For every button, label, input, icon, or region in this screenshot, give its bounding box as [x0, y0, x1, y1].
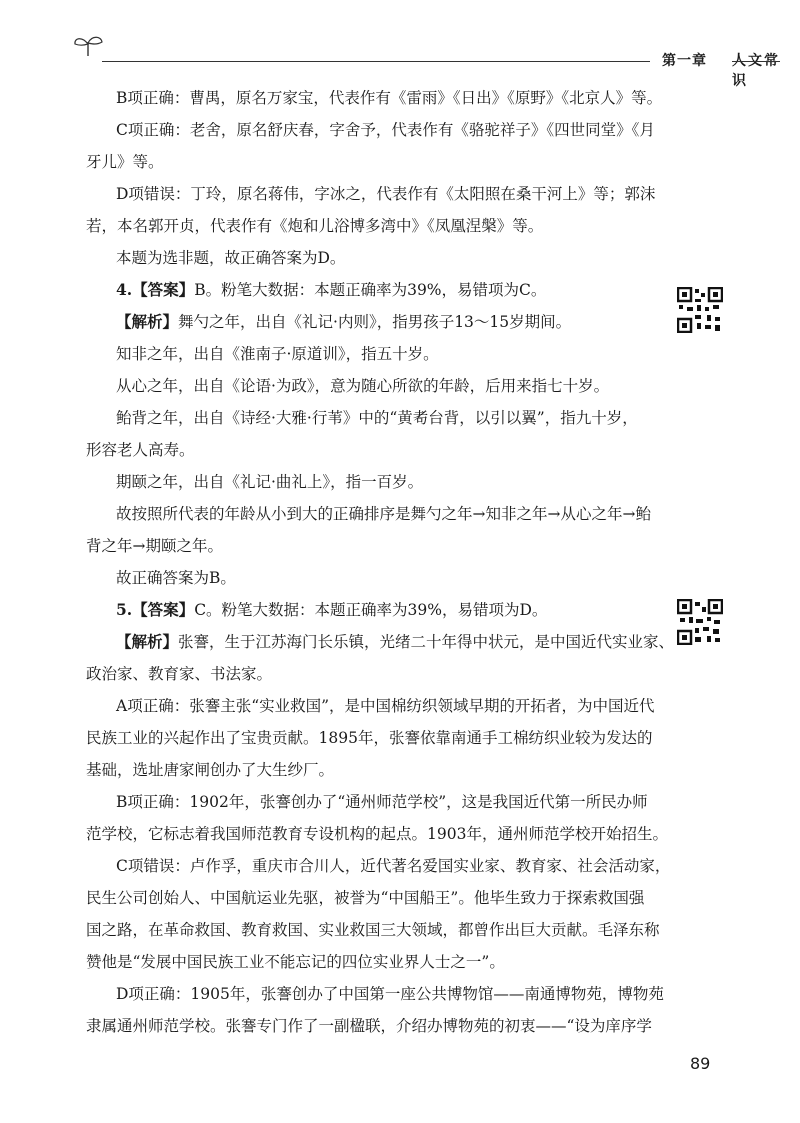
line-text: 隶属通州师范学校。张謇专门作了一副楹联，介绍办博物苑的初衷——“设为庠序学 — [86, 1017, 652, 1035]
text-line — [86, 498, 664, 530]
line-text: D项错误：丁玲，原名蒋伟，字冰之，代表作有《太阳照在桑干河上》等；郭沫 — [116, 185, 656, 203]
line-text: 本题为选非题，故正确答案为D。 — [116, 249, 346, 267]
answer-tag: 【解析】 — [116, 632, 179, 651]
header-rule-right — [732, 61, 780, 62]
line-text: 期颐之年，出自《礼记·曲礼上》，指一百岁。 — [116, 473, 424, 491]
chapter-label: 第一章 — [662, 53, 707, 69]
text-line — [86, 114, 664, 146]
text-line — [86, 914, 664, 946]
text-line — [86, 978, 664, 1010]
text-line — [86, 306, 664, 338]
answer-tag: 【解析】 — [116, 312, 179, 331]
text-line — [86, 786, 664, 818]
line-text: 从心之年，出自《论语·为政》，意为随心所欲的年龄，后用来指七十岁。 — [116, 377, 610, 395]
text-line — [86, 274, 664, 306]
line-text: 牙儿》等。 — [86, 153, 164, 171]
line-text: 基础，选址唐家闸创办了大生纱厂。 — [86, 761, 335, 779]
page-number: 89 — [690, 1054, 711, 1073]
line-text: A项正确：张謇主张“实业救国”，是中国棉纺织领域早期的开拓者，为中国近代 — [116, 697, 655, 715]
text-line — [86, 882, 664, 914]
text-line — [86, 338, 664, 370]
line-text: B项正确：1902年，张謇创办了“通州师范学校”，这是我国近代第一所民办师 — [116, 793, 648, 811]
line-text: 知非之年，出自《淮南子·原道训》，指五十岁。 — [116, 345, 439, 363]
line-text: 形容老人高寿。 — [86, 441, 195, 459]
line-text: B。粉笔大数据：本题正确率为39%，易错项为C。 — [194, 281, 547, 299]
answer-tag: 5.【答案】 — [116, 600, 195, 619]
text-line — [86, 754, 664, 786]
line-text: 若，本名郭开贞，代表作有《炮和儿浴博多湾中》《凤凰涅槃》等。 — [86, 217, 544, 235]
line-text: 张謇，生于江苏海门长乐镇，光绪二十年得中状元，是中国近代实业家、 — [178, 633, 675, 651]
text-line — [86, 178, 664, 210]
line-text: 故正确答案为B。 — [116, 569, 236, 587]
line-text: 民族工业的兴起作出了宝贵贡献。1895年，张謇依靠南通手工棉纺织业较为发达的 — [86, 729, 653, 747]
text-line — [86, 594, 664, 626]
line-text: 背之年→期颐之年。 — [86, 537, 223, 555]
line-text: 范学校，它标志着我国师范教育专设机构的起点。1903年，通州师范学校开始招生。 — [86, 825, 668, 843]
sprout-icon — [72, 34, 106, 58]
line-text: 鲐背之年，出自《诗经·大雅·行苇》中的“黄耇台背，以引以翼”，指九十岁， — [116, 409, 638, 427]
text-line — [86, 210, 664, 242]
text-line — [86, 530, 664, 562]
text-line — [86, 722, 664, 754]
text-line — [86, 402, 664, 434]
text-line — [86, 818, 668, 850]
line-text: 赞他是“发展中国民族工业不能忘记的四位实业界人士之一”。 — [86, 953, 505, 971]
text-line — [86, 850, 671, 882]
line-text: C项错误：卢作孚，重庆市合川人，近代著名爱国实业家、教育家、社会活动家， — [116, 857, 671, 875]
text-line — [86, 434, 664, 466]
header-rule-left — [102, 61, 650, 62]
line-text: C项正确：老舍，原名舒庆春，字舍予，代表作有《骆驼祥子》《四世同堂》《月 — [116, 121, 655, 139]
line-text: 国之路，在革命救国、教育救国、实业救国三大领域，都曾作出巨大贡献。毛泽东称 — [86, 921, 660, 939]
qr-code-icon[interactable] — [677, 287, 723, 333]
text-line — [86, 1010, 664, 1042]
qr-code-icon[interactable] — [677, 599, 723, 645]
line-text: 政治家、教育家、书法家。 — [86, 665, 273, 683]
line-text: B项正确：曹禺，原名万家宝，代表作有《雷雨》《日出》《原野》《北京人》等。 — [116, 89, 663, 107]
text-line — [86, 466, 664, 498]
body-text — [86, 82, 675, 1042]
text-line — [86, 562, 664, 594]
topic-label: 人文常识 — [732, 53, 780, 89]
text-line — [86, 242, 664, 274]
text-line — [86, 370, 664, 402]
line-text: 故按照所代表的年龄从小到大的正确排序是舞勺之年→知非之年→从心之年→鲐 — [116, 505, 651, 523]
text-line — [86, 690, 664, 722]
line-text: C。粉笔大数据：本题正确率为39%，易错项为D。 — [194, 601, 548, 619]
line-text: 舞勺之年，出自《礼记·内则》，指男孩子13～15岁期间。 — [178, 313, 572, 331]
text-line — [86, 946, 664, 978]
text-line — [86, 82, 664, 114]
page-header — [72, 30, 780, 89]
line-text: 民生公司创始人、中国航运业先驱，被誉为“中国船王”。他毕生致力于探索救国强 — [86, 889, 645, 907]
text-line — [86, 626, 675, 658]
text-line — [86, 146, 664, 178]
text-line — [86, 658, 664, 690]
line-text: D项正确：1905年，张謇创办了中国第一座公共博物馆——南通博物苑，博物苑 — [116, 985, 664, 1003]
answer-tag: 4.【答案】 — [116, 280, 195, 299]
